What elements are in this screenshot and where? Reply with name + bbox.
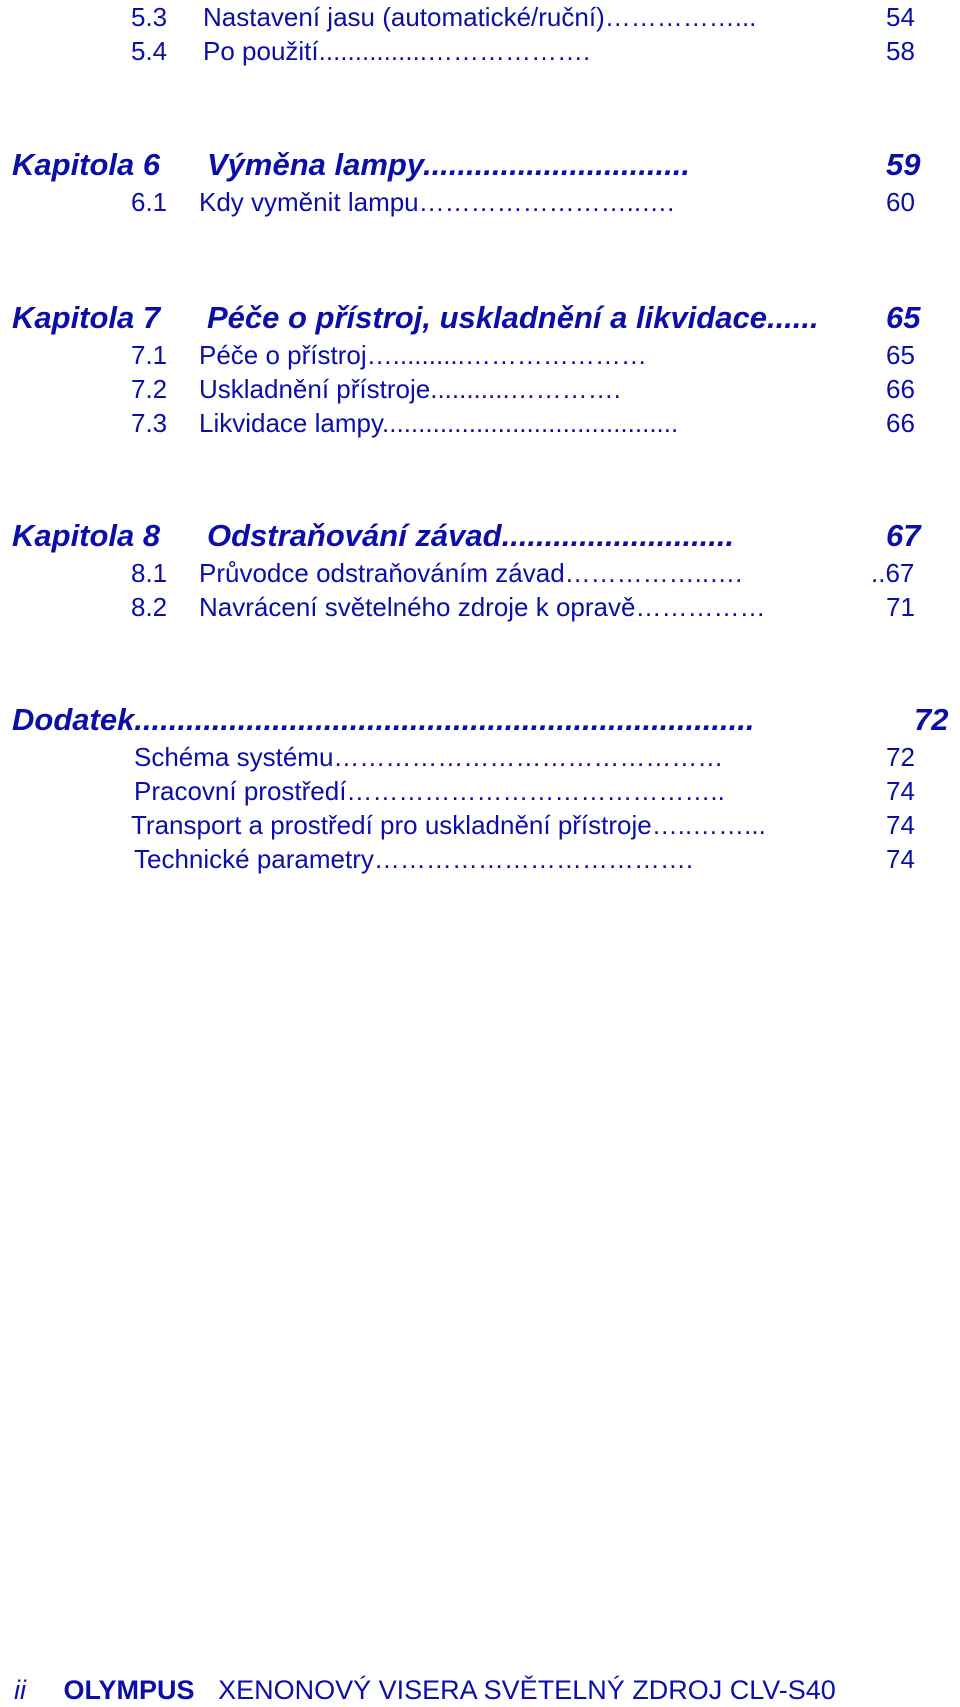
page-number: 66 (886, 408, 915, 438)
toc-entry-5-3[interactable] (131, 0, 931, 34)
toc-entry-7-3[interactable] (131, 406, 931, 440)
section-title: Uskladnění přístroje...........…………. (199, 374, 621, 404)
chapter-title: Odstraňování závad........................... (207, 518, 735, 553)
toc-chapter-8[interactable] (12, 516, 947, 556)
footer-title: XENONOVÝ VISERA SVĚTELNÝ ZDROJ CLV-S40 (218, 1675, 836, 1705)
section-number: 5.3 (131, 2, 168, 32)
page-footer (14, 1673, 836, 1707)
toc-entry-8-2[interactable] (131, 590, 931, 624)
page-number: 74 (886, 844, 915, 874)
page-number: 72 (914, 702, 949, 737)
chapter-title: Péče o přístroj, uskladnění a likvidace...... (207, 300, 819, 335)
page-number: 65 (886, 300, 921, 335)
toc-entry-8-1[interactable] (131, 556, 931, 590)
section-number: 7.1 (131, 340, 168, 370)
section-number: 8.2 (131, 592, 168, 622)
toc-appendix-entry[interactable] (134, 842, 934, 876)
page-number: 66 (886, 374, 915, 404)
toc-chapter-6[interactable] (12, 145, 947, 185)
section-number: 6.1 (131, 187, 168, 217)
page-number: 59 (886, 147, 921, 182)
entry-title: Transport a prostředí pro uskladnění přístroje…..……... (131, 810, 766, 840)
page-number: ..67 (871, 558, 915, 588)
toc-appendix-entry[interactable] (131, 808, 934, 842)
entry-title: Technické parametry………………………………. (134, 844, 694, 874)
section-title: Průvodce odstraňováním závad……………..…. (199, 558, 743, 588)
toc-entry-6-1[interactable] (131, 185, 931, 219)
toc-appendix-entry[interactable] (134, 774, 934, 808)
toc-appendix[interactable] (12, 700, 947, 740)
chapter-label: Kapitola 8 (12, 518, 161, 553)
section-number: 7.2 (131, 374, 168, 404)
toc-entry-7-1[interactable] (131, 338, 931, 372)
chapter-label: Kapitola 7 (12, 300, 161, 335)
toc-entry-5-4[interactable] (131, 34, 931, 68)
page-number: 67 (886, 518, 921, 553)
page-number: 71 (886, 592, 915, 622)
page-number: 74 (886, 810, 915, 840)
page-number: 72 (886, 742, 915, 772)
section-number: 5.4 (131, 36, 168, 66)
entry-title: Schéma systému……………………………………… (134, 742, 724, 772)
section-title: Navrácení světelného zdroje k opravě…………… (199, 592, 766, 622)
section-title: Kdy vyměnit lampu……………………..…. (199, 187, 675, 217)
entry-title: Pracovní prostředí…………………………………….. (134, 776, 725, 806)
toc-chapter-7[interactable] (12, 298, 947, 338)
footer-brand: OLYMPUS (63, 1675, 195, 1705)
section-title: Likvidace lampy......................................... (199, 408, 679, 438)
toc-appendix-entry[interactable] (134, 740, 934, 774)
page-number: 60 (886, 187, 915, 217)
section-title: Nastavení jasu (automatické/ruční)……………... (203, 2, 757, 32)
page-number: 58 (886, 36, 915, 66)
page-number: 65 (886, 340, 915, 370)
chapter-title: Výměna lampy............................... (207, 147, 690, 182)
page-number: 54 (886, 2, 915, 32)
section-title: Péče o přístroj…..........………………… (199, 340, 647, 370)
section-number: 8.1 (131, 558, 168, 588)
appendix-title: Dodatek........................................................................ (12, 702, 755, 737)
footer-page-number: ii (14, 1675, 26, 1705)
section-number: 7.3 (131, 408, 168, 438)
section-title: Po použití...............………………. (203, 36, 591, 66)
toc-entry-7-2[interactable] (131, 372, 931, 406)
chapter-label: Kapitola 6 (12, 147, 161, 182)
page-number: 74 (886, 776, 915, 806)
